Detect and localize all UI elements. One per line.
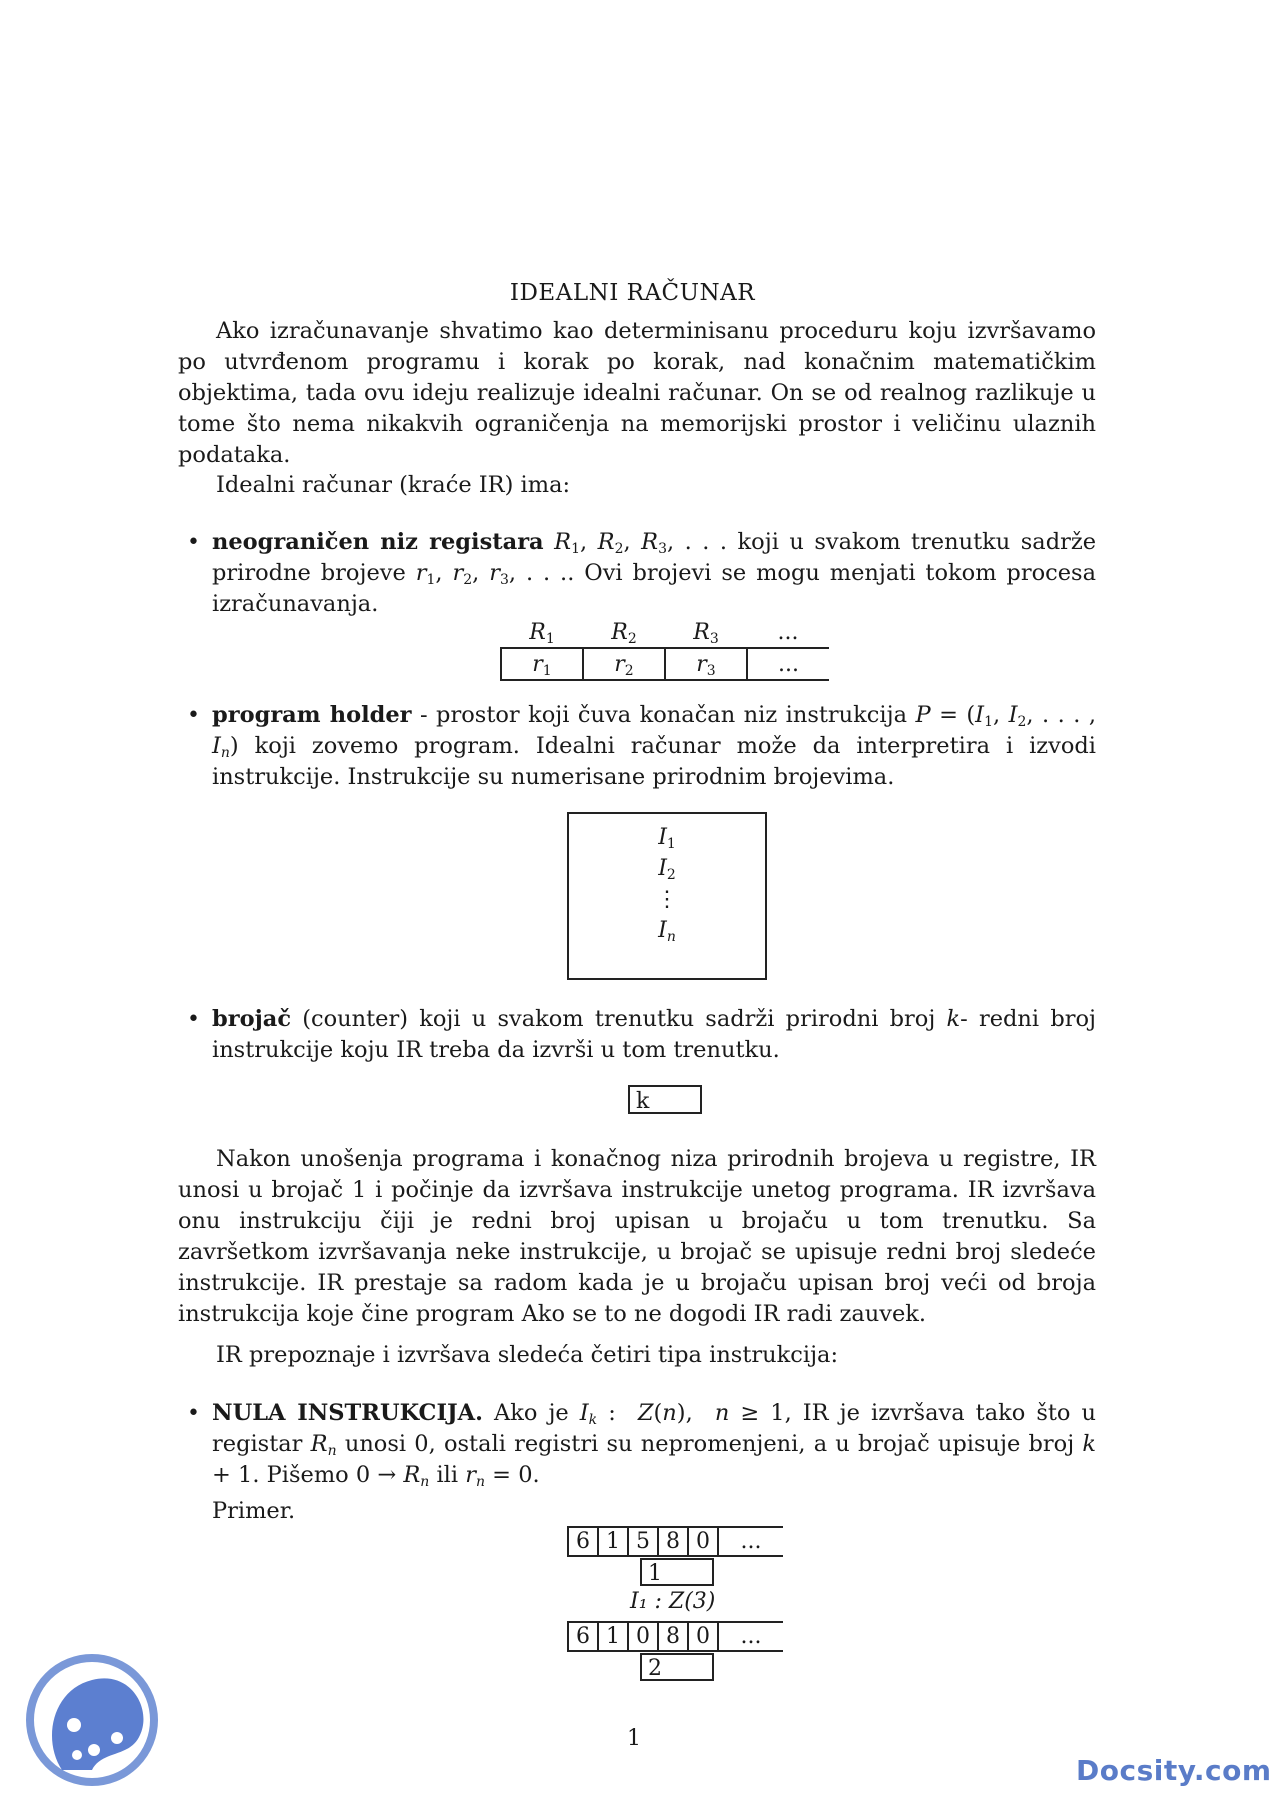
docsity-brand[interactable]: Docsity.com (1076, 1754, 1272, 1787)
counter-box: k (628, 1085, 702, 1114)
example-instruction: I₁ : Z(3) (630, 1589, 716, 1614)
example-registers-after: 6 1 0 8 0 ... (567, 1621, 783, 1652)
page-title: IDEALNI RAČUNAR (509, 280, 756, 306)
types-intro: IR prepoznaje i izvršava sledeća četiri tipa instrukcija: (216, 1342, 839, 1368)
bullet-program-holder: • program holder - prostor koji čuva konačan niz instrukcija $P = (I_1$, $I_2$, . . . , $I_n$) koji zovemo program. Idealni računar može da interpretira i izvodi instrukcije. Instrukcije su numerisane prirodnim brojevima. (187, 702, 1097, 790)
bullet-zero-bold: NULA INSTRUKCIJA. (212, 1400, 483, 1426)
example-label: Primer. (212, 1498, 296, 1524)
ir-has-text: Idealni računar (kraće IR) ima: (216, 472, 571, 498)
bullet-registers-end: Ovi brojevi se mogu menjati tokom procesa izračunavanja. (212, 560, 1097, 617)
bullet-program-end: koji zovemo program. Idealni računar može da interpretira i izvodi instrukcije. Instrukcije su numerisane prirodnim brojevima. (212, 733, 1096, 790)
docsity-logo-icon (22, 1640, 162, 1790)
bullet-program-text: - prostor koji čuva konačan niz instrukcija (420, 702, 907, 728)
registers-table: $R_1$ $R_2$ $R_3$ ... $r_1$ $r_2$ $r_3$ ... (500, 617, 829, 681)
example-registers-before: 6 1 5 8 0 ... (567, 1526, 783, 1557)
intro-paragraph: Ako izračunavanje shvatimo kao determinisanu proceduru koju izvršavamo po utvrđenom programu i korak po korak, nad konačnim matematičkim objektima, tada ovu ideju realizuje idealni računar. On se od realnog razlikuje u tome što nema nikakvih ograničenja na memorijski prostor i veličinu ulaznih podataka. (178, 318, 1096, 468)
program-holder-box: $I_1$ $I_2$ ⋮ $I_n$ (567, 812, 767, 980)
bullet-registers-text: koji u svakom trenutku sadrže prirodne brojeve (212, 529, 1097, 586)
bullet-dot: • (187, 703, 200, 728)
bullet-dot: • (187, 1401, 200, 1426)
page-number: 1 (627, 1726, 641, 1751)
bullet-registers-bold: neograničen niz registara (212, 529, 544, 555)
bullet-zero-instruction: • NULA INSTRUKCIJA. Ako je $I_k$ : Z(n), n ≥ 1, IR je izvršava tako što u registar $R_n$ unosi 0, ostali registri su nepromenjeni, a u brojač upisuje broj k + 1. Pišemo $0 \to R_n$ ili $r_n = 0$. (187, 1400, 1097, 1490)
bullet-program-bold: program holder (212, 702, 412, 728)
bullet-counter-end: - redni broj instrukcije koju IR treba da izvrši u tom trenutku. (212, 1006, 1096, 1063)
bullet-counter: • brojač (counter) koji u svakom trenutku sadrži prirodni broj k- redni broj instrukcije koju IR treba da izvrši u tom trenutku. (187, 1006, 1096, 1063)
example-counter-after: 2 (640, 1653, 714, 1681)
bullet-dot: • (187, 1007, 200, 1032)
bullet-counter-bold: brojač (212, 1006, 292, 1032)
example-counter-before: 1 (640, 1558, 714, 1586)
execution-paragraph: Nakon unošenja programa i konačnog niza prirodnih brojeva u registre, IR unosi u brojač 1 i počinje da izvršava instrukcije unetog programa. IR izvršava onu instrukciju čiji je redni broj upisan u brojaču u tom trenutku. Sa završetkom izvršavanja neke instrukcije, u brojač se upisuje redni broj sledeće instrukcije. IR prestaje sa radom kada je u brojaču upisan broj veći od broja instrukcija koje čine program Ako se to ne dogodi IR radi zauvek. (178, 1146, 1096, 1327)
bullet-registers: • neograničen niz registara $R_1$, $R_2$, $R_3$, . . . koji u svakom trenutku sadrže prirodne brojeve $r_1$, $r_2$, $r_3$, . . .. Ovi brojevi se mogu menjati tokom procesa izračunavanja. (187, 529, 1097, 617)
bullet-dot: • (187, 530, 200, 555)
bullet-counter-text: (counter) koji u svakom trenutku sadrži prirodni broj (302, 1006, 936, 1032)
